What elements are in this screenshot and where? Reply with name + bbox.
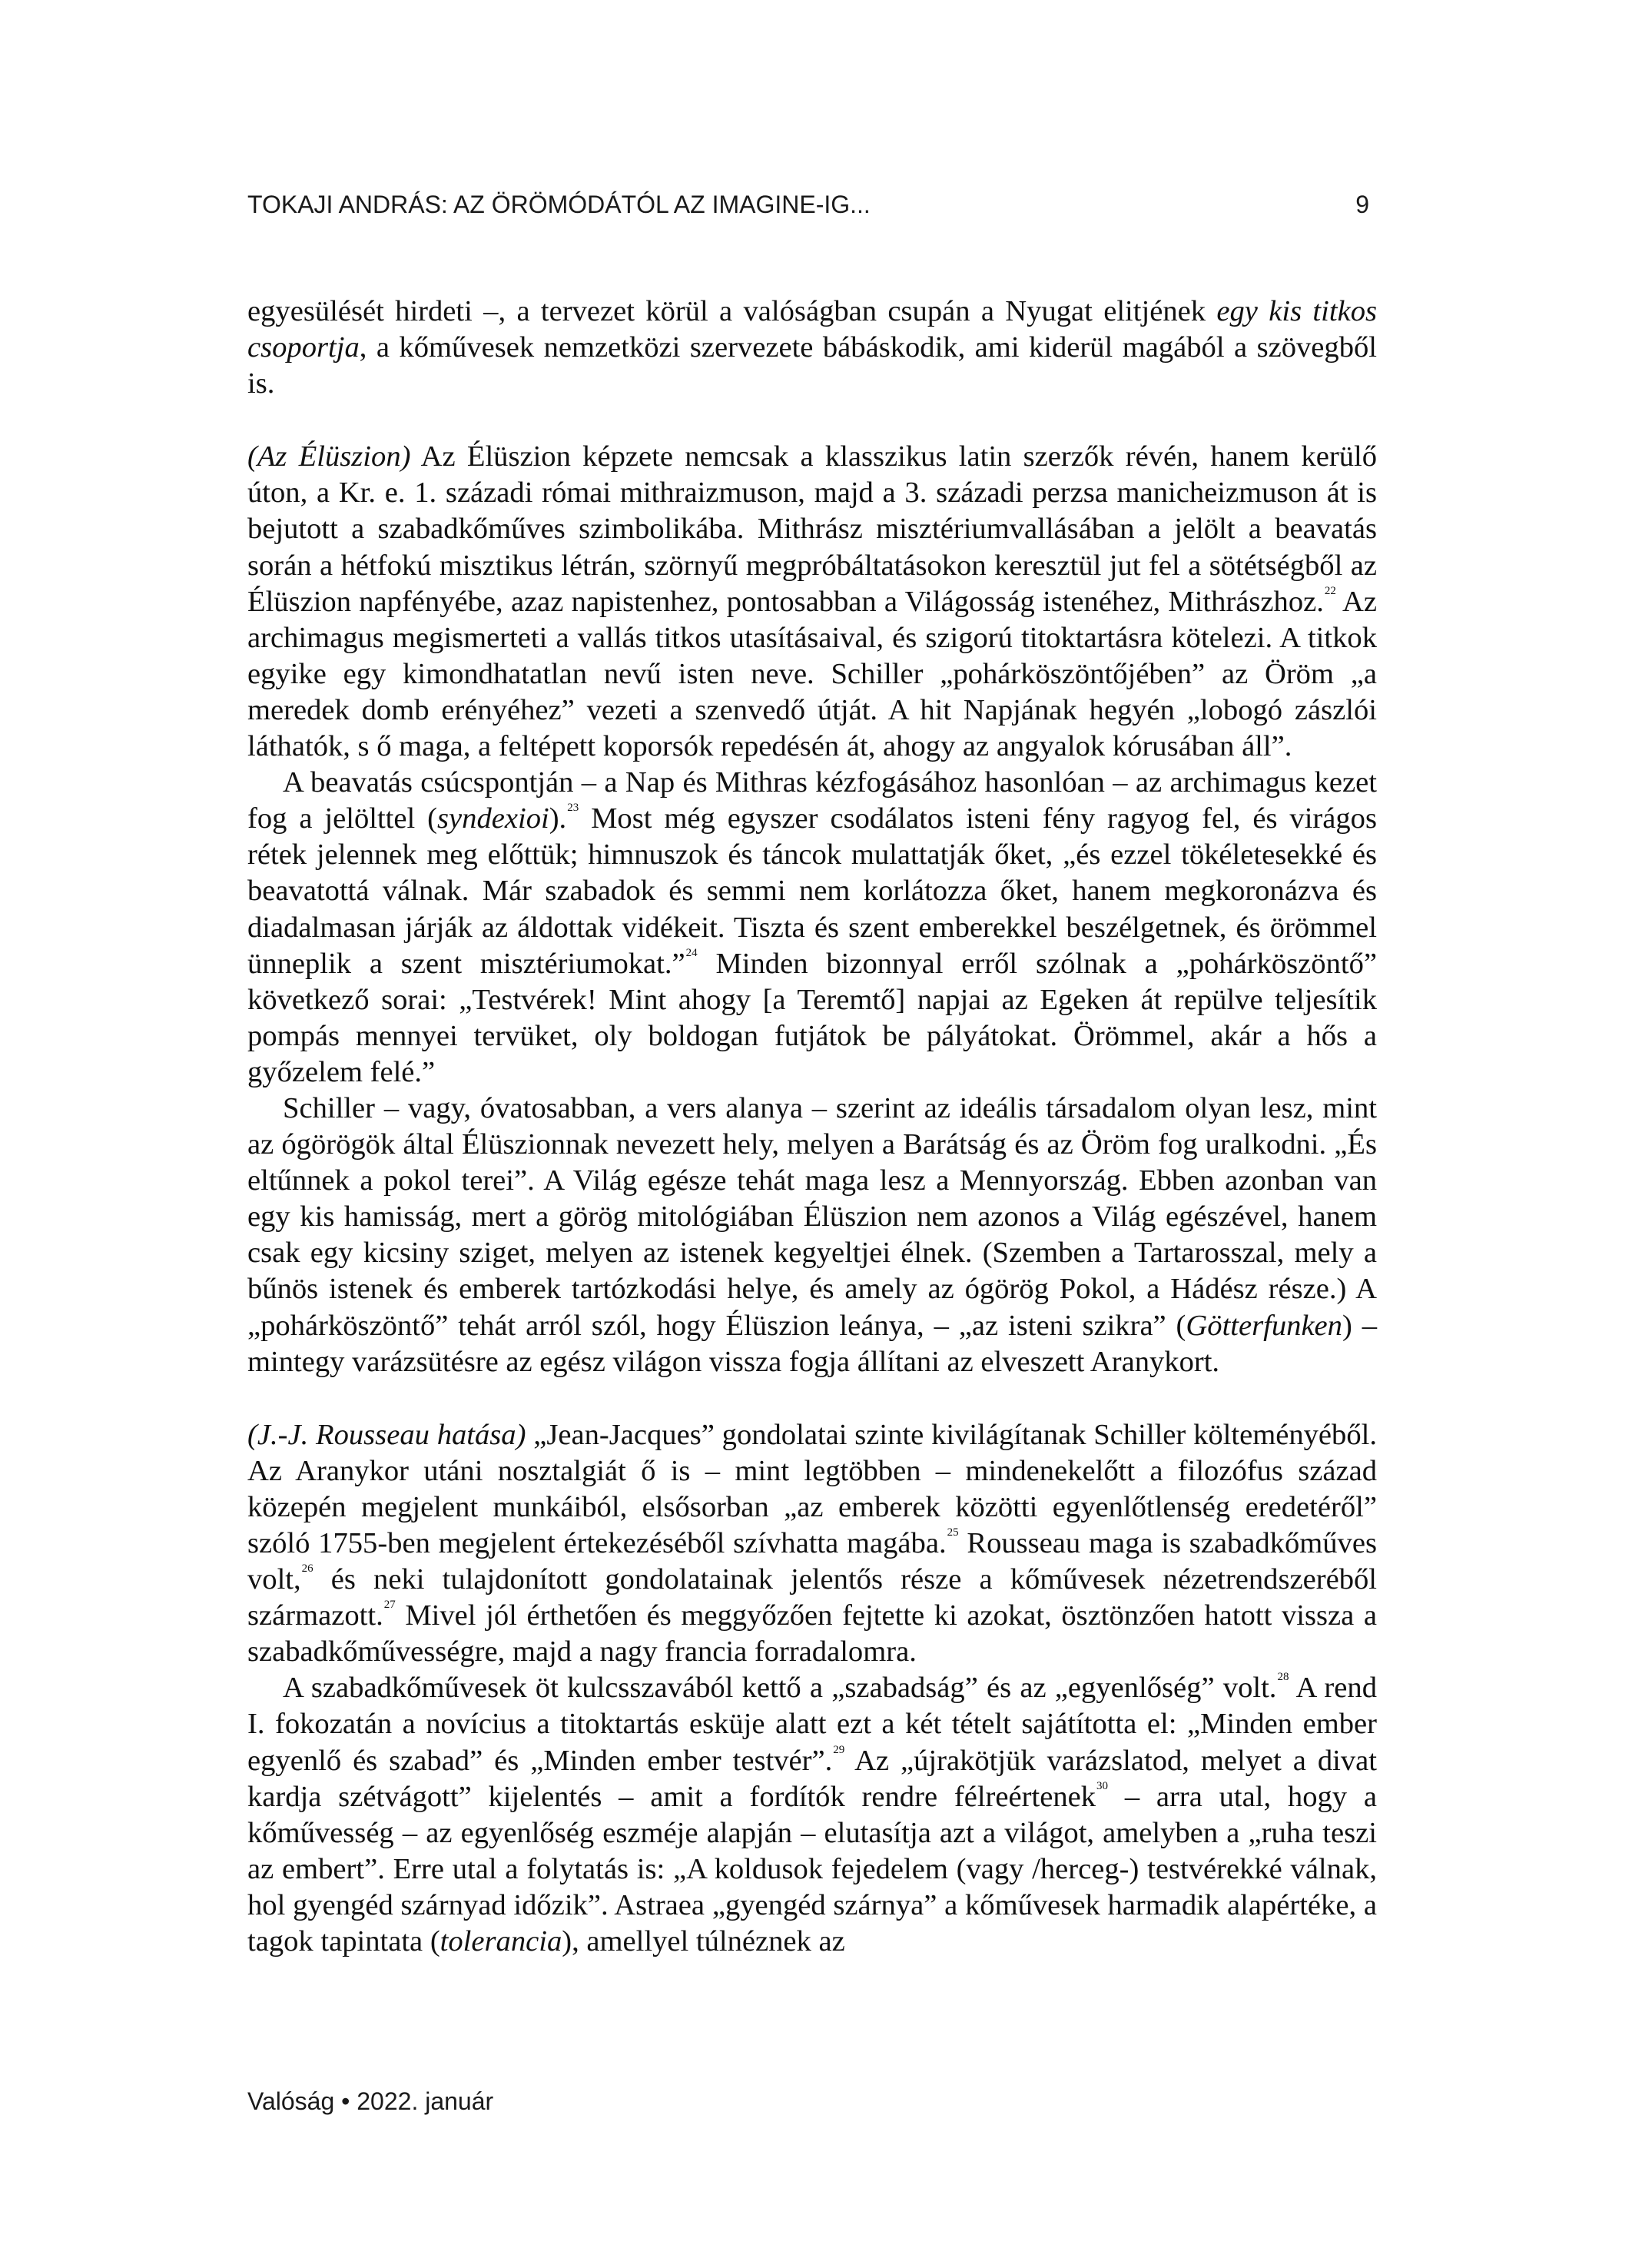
italic-phrase: egy kis titkos csoportja [247,295,1377,364]
section-label: (J.-J. Rousseau hatása) [247,1418,526,1451]
italic-term: syndexioi [437,802,549,835]
text-run: Az Élüszion képzete nemcsak a klasszikus latin szerzők révén, hanem kerülő úton, a Kr. e. 1. századi római mithraizmuson, majd a 3. századi perzsa manicheizmuson át is bejutott a szabadkőműves szimbolikába. Mithrász misztériumvallásában a jelölt a beavatás során a hétfokú misztikus létrán, szörnyű megpróbáltatásokon keresztül jut fel a sötétségből az Élüszion napfényébe, azaz napistenhez, pontosabban a Világosság istenéhez, Mithrászhoz. [247,440,1377,618]
paragraph-6 [247,1670,1377,1960]
running-title: TOKAJI ANDRÁS: AZ ÖRÖMÓDÁTÓL AZ IMAGINE-IG... [247,191,871,218]
paragraph-1 [247,294,1377,402]
italic-term: Götterfunken [1186,1309,1342,1342]
footnote-ref[interactable]: 30 [1096,1779,1109,1792]
italic-term: tolerancia [440,1925,562,1958]
footnote-ref[interactable]: 26 [301,1562,313,1576]
text-run: ). [549,802,567,835]
footnote-ref[interactable]: 24 [685,946,698,959]
footer-text: Valóság • 2022. január [247,2087,494,2115]
text-run: Rousseau maga is szabadkőműves volt, [247,1527,1377,1596]
text-run: „Jean-Jacques” gondolatai szinte kivilágítanak Schiller költeményéből. Az Aranykor utáni nosztalgiát ő is – mint legtöbben – mindenekelőtt a filozófus század közepén megjelent munkáiból, elsősorban „az emberek közötti egyenlőtlenség eredetéről” szóló 1755-ben megjelent értekezéséből szívhatta magába. [247,1418,1377,1559]
text-run: A rend I. fokozatán a novícius a titoktartás esküje alatt ezt a két tételt sajátította el: „Minden ember egyenlő és szabad” és „Minden ember testvér”. [247,1672,1377,1777]
text-run: Az archimagus megismerteti a vallás titkos utasításaival, és szigorú titoktartásra kötelezi. A titkok egyike egy kimondhatatlan nevű isten neve. Schiller „pohárköszöntőjében” az Öröm „a meredek domb erényéhez” vezeti a szenvedő útját. A hit Napjának hegyén „lobogó zászlói láthatók, s ő maga, a feltépett koporsók repedésén át, ahogy az angyalok kórusában áll”. [247,585,1377,763]
page-number: 9 [1355,191,1369,218]
text-run: egyesülését hirdeti –, a tervezet körül a valóságban csupán a Nyugat elitjének [247,295,1217,327]
text-run: – arra utal, hogy a kőművesség – az egyenlőség eszméje alapján – elutasítja azt a világot, amelyben a „ruha teszi az embert”. Erre utal a folytatás is: „A koldusok fejedelem (vagy /herceg-) testvérekké válnak, hol gyengéd szárnyad időzik”. Astraea „gyengéd szárnya” a kőművesek harmadik alapértéke, a tagok tapintata ( [247,1780,1377,1958]
paragraph-4 [247,1091,1377,1380]
running-header [247,183,1377,224]
text-run: , a kőművesek nemzetközi szervezete bábáskodik, ami kiderül magából a szövegből is. [247,331,1377,400]
page-footer [247,2087,493,2116]
text-run: Most még egyszer csodálatos isteni fény ragyog fel, és virágos rétek jelennek meg előttük; himnuszok és táncok mulattatják őket, „és ezzel tökéletesekké és beavatottá válnak. Már szabadok és semmi nem korlátozza őket, hanem megkoronázva és diadalmasan járják az áldottak vidékeit. Tiszta és szent emberekkel beszélgetnek, és örömmel ünneplik a szent misztériumokat.” [247,802,1377,980]
footnote-ref[interactable]: 22 [1324,584,1336,597]
text-run: és neki tulajdonított gondolatainak jelentős része a kőművesek nézetrendszeréből származott. [247,1563,1377,1632]
footnote-ref[interactable]: 28 [1277,1671,1289,1684]
footnote-ref[interactable]: 23 [567,802,579,815]
text-run: A szabadkőművesek öt kulcsszavából kettő a „szabadság” és az „egyenlőség” volt. [283,1672,1277,1705]
paragraph-elusion [247,439,1377,765]
text-run: Az „újrakötjük varázslatod, melyet a divat kardja szétvágott” kijelentés – amit a fordítók rendre félreértenek [247,1744,1378,1813]
text-run: A beavatás csúcspontján – a Nap és Mithras kézfogásához hasonlóan – az archimagus kezet fog a jelölttel ( [247,766,1377,835]
paragraph-3 [247,765,1377,1091]
section-label: (Az Élüszion) [247,440,411,473]
footnote-ref[interactable]: 29 [833,1743,845,1756]
text-run: ) – mintegy varázsütésre az egész világon vissza fogja állítani az elveszett Aranykort. [247,1309,1377,1378]
paragraph-rousseau [247,1417,1377,1671]
text-run: Schiller – vagy, óvatosabban, a vers alanya – szerint az ideális társadalom olyan lesz, mint az ógörögök által Élüszionnak nevezett hely, melyen a Barátság és az Öröm fog uralkodni. „És eltűnnek a pokol terei”. A Világ egésze tehát maga lesz a Mennyország. Ebben azonban van egy kis hamisság, mert a görög mitológiában Élüszion nem azonos a Világ egészével, hanem csak egy kicsiny sziget, melyen az istenek kegyeltjei élnek. (Szemben a Tartarosszal, mely a bűnös istenek és emberek tartózkodási helye, és amely az ógörög Pokol, a Hádész része.) A „pohárköszöntő” tehát arról szól, hogy Élüszion leánya, – „az isteni szikra” ( [247,1091,1377,1342]
text-run: ), amellyel túlnéznek az [562,1925,845,1958]
text-run: Minden bizonnyal erről szólnak a „pohárköszöntő” következő sorai: „Testvérek! Mint ahogy [a Teremtő] napjai az Egeken át repülve teljesítik pompás mennyei tervüket, oly boldogan futjátok be pályátokat. Örömmel, akár a hős a győzelem felé.” [247,947,1377,1088]
article-body [247,294,1377,1960]
footnote-ref[interactable]: 25 [947,1526,959,1539]
footnote-ref[interactable]: 27 [383,1599,396,1612]
text-run: Mivel jól érthetően és meggyőzően fejtette ki azokat, ösztönzően hatott vissza a szabadkőművességre, majd a nagy francia forradalomra. [247,1599,1377,1669]
